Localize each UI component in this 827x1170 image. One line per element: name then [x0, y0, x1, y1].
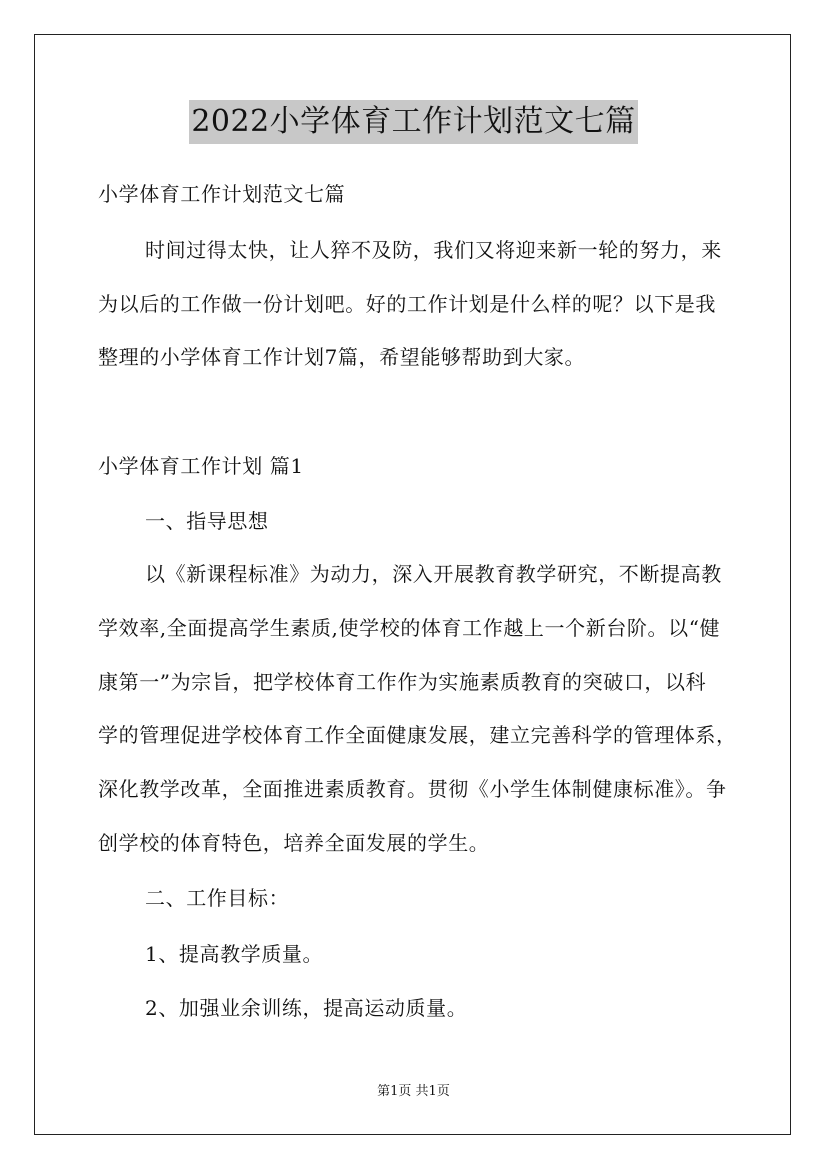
intro-line-2: 为以后的工作做一份计划吧。好的工作计划是什么样的呢？以下是我: [98, 292, 716, 316]
body-line-1: 以《新课程标准》为动力，深入开展教育教学研究，不断提高教: [145, 562, 722, 586]
goal-item-1: 1、提高教学质量。: [145, 942, 324, 966]
subheading-guiding-thought: 一、指导思想: [145, 509, 269, 533]
body-line-2: 学效率,全面提高学生素质,使学校的体育工作越上一个新台阶。以“健: [98, 616, 721, 640]
body-line-4: 学的管理促进学校体育工作全面健康发展，建立完善科学的管理体系，: [98, 723, 737, 747]
intro-line-1: 时间过得太快，让人猝不及防，我们又将迎来新一轮的努力，来: [145, 238, 722, 262]
intro-line-3: 整理的小学体育工作计划7篇，希望能够帮助到大家。: [98, 345, 586, 369]
section-heading: 小学体育工作计划 篇1: [98, 454, 304, 478]
goal-item-2: 2、加强业余训练，提高运动质量。: [145, 996, 468, 1020]
page-footer: 第1页 共1页: [377, 1084, 450, 1099]
body-line-6: 创学校的体育特色，培养全面发展的学生。: [98, 831, 490, 855]
subtitle-line: 小学体育工作计划范文七篇: [98, 182, 346, 206]
document-title: 2022小学体育工作计划范文七篇: [189, 100, 637, 144]
body-line-3: 康第一”为宗旨，把学校体育工作作为实施素质教育的突破口，以科: [98, 670, 707, 694]
title-container: [0, 100, 827, 144]
subheading-goals: 二、工作目标：: [145, 886, 290, 910]
body-line-5: 深化教学改革，全面推进素质教育。贯彻《小学生体制健康标准》。争: [98, 777, 727, 801]
